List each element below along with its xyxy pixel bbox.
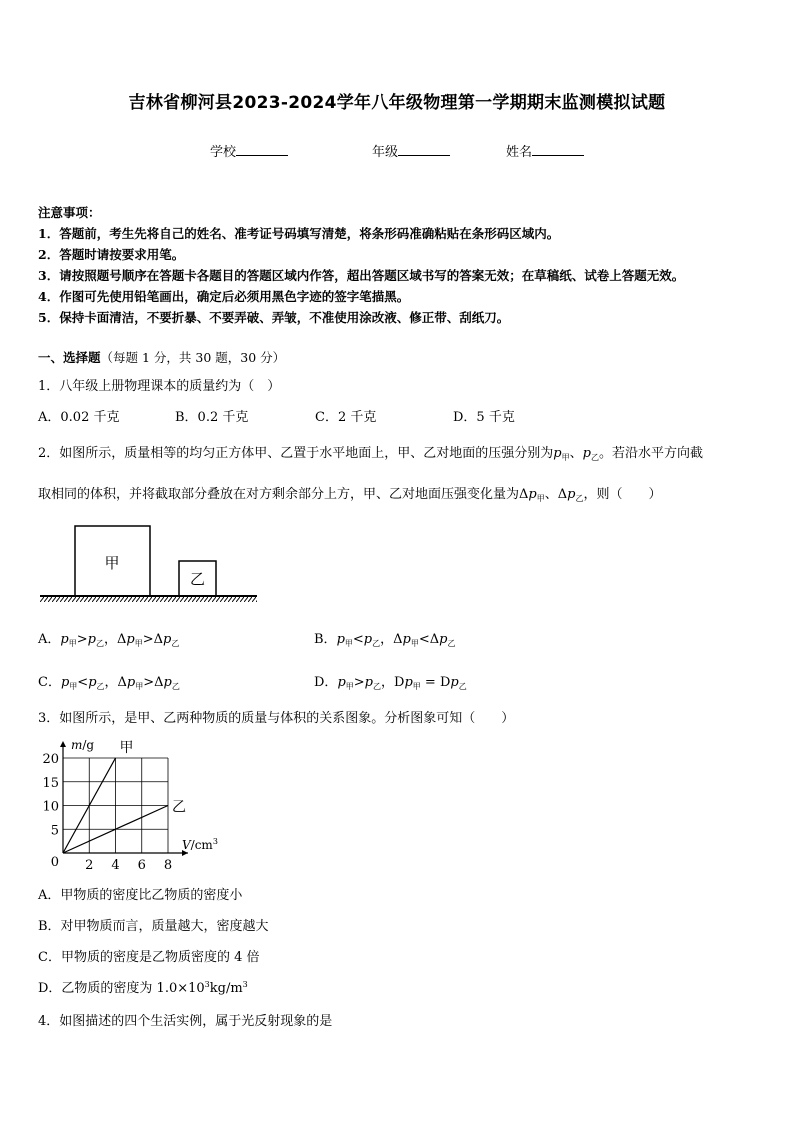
q1-option-d: D．5 千克 (453, 410, 515, 425)
note-item: 1．答题前，考生先将自己的姓名、准考证号码填写清楚，将条形码准确粘贴在条形码区域内。 (38, 226, 560, 241)
option-letter: C． (38, 675, 61, 690)
comma: ， (103, 632, 117, 647)
note-item: 2．答题时请按要求用笔。 (38, 247, 185, 262)
q2-option-c (38, 671, 180, 692)
q1-option-a: A．0.02 千克 (38, 410, 120, 425)
delta: Δ (117, 675, 127, 690)
q2-text: ，则（ ） (583, 487, 662, 502)
p-symbol: p (402, 632, 411, 647)
q2-option-d (314, 671, 467, 692)
p-symbol: p (553, 446, 562, 461)
sub-jia: 甲 (536, 494, 545, 503)
cube-yi-label: 乙 (189, 570, 206, 588)
x-axis-label: $V/cm^3$ (182, 837, 218, 852)
delta: Δ (154, 675, 164, 690)
cube-jia-label: 甲 (104, 554, 120, 572)
q2-option-a (38, 628, 179, 649)
mass-volume-chart (38, 735, 238, 875)
question-2-line-1 (38, 442, 703, 463)
delta: Δ (116, 632, 127, 647)
p-symbol: p (364, 675, 373, 690)
sub-yi: 乙 (590, 453, 599, 462)
delta: Δ (519, 487, 529, 502)
p-symbol: p (439, 632, 448, 647)
sub-jia: 甲 (68, 639, 77, 648)
q3-d-exponent: 3 (204, 980, 210, 989)
p-symbol: p (162, 632, 172, 647)
p-symbol: p (126, 675, 136, 690)
x-tick-label: 4 (111, 858, 120, 873)
p-symbol: p (126, 632, 135, 647)
sub-jia: 甲 (412, 682, 421, 691)
q1-option-c: C．2 千克 (315, 410, 377, 425)
y-tick-label: 20 (42, 752, 59, 767)
q2-figure (40, 522, 260, 606)
sep: 、 (569, 446, 583, 461)
y-axis-arrow (60, 741, 66, 747)
lt: < (352, 632, 364, 647)
q3-option-a: A．甲物质的密度比乙物质的密度小 (38, 888, 243, 903)
lt: < (418, 632, 430, 647)
d-symbol: D (439, 675, 451, 690)
q1-option-b: B．0.2 千克 (175, 410, 249, 425)
p-symbol: p (88, 675, 97, 690)
section-title: 一、选择题 (38, 350, 101, 365)
origin-label: 0 (50, 855, 59, 870)
sub-yi: 乙 (447, 639, 456, 648)
sub-yi: 乙 (171, 639, 180, 648)
q3-d-text: D．乙物质的密度为 1.0×10 (38, 981, 205, 996)
name-field (506, 141, 584, 160)
delta: Δ (429, 632, 440, 647)
eq: = (420, 675, 440, 690)
p-symbol: p (567, 487, 576, 502)
grade-blank (398, 143, 450, 156)
lt: < (77, 675, 89, 690)
sub-yi: 乙 (458, 682, 467, 691)
page-title: 吉林省柳河县2023-2024学年八年级物理第一学期期末监测模拟试题 (128, 93, 666, 113)
p-symbol: p (582, 446, 591, 461)
school-label: 学校 (210, 145, 237, 160)
gt: > (353, 675, 365, 690)
y-tick-label: 10 (42, 799, 59, 815)
sep: 、 (544, 487, 558, 502)
p-symbol: p (163, 675, 172, 690)
series-label-yi: 乙 (172, 799, 186, 816)
q2-text: 取相同的体积，并将截取部分叠放在对方剩余部分上方，甲、乙对地面压强变化量为 (38, 487, 520, 502)
p-symbol: p (363, 632, 373, 647)
comma: ， (381, 675, 395, 690)
sub-yi: 乙 (96, 682, 105, 691)
sub-yi: 乙 (373, 682, 381, 691)
p-symbol: p (528, 487, 537, 502)
q3-option-d (38, 977, 248, 996)
section-heading (38, 348, 285, 366)
gt: > (142, 632, 154, 647)
question-4-stem: 4．如图描述的四个生活实例，属于光反射现象的是 (38, 1014, 333, 1029)
p-symbol: p (450, 675, 459, 690)
q3-d-unit-exponent: 3 (242, 980, 248, 989)
q3-option-b: B．对甲物质而言，质量越大，密度越大 (38, 919, 269, 934)
q3-option-c: C．甲物质的密度是乙物质密度的 4 倍 (38, 950, 260, 965)
note-item: 4．作图可先使用铅笔画出，确定后必须用黑色字迹的签字笔描黑。 (38, 289, 410, 304)
sub-jia: 甲 (345, 682, 354, 691)
notes-title: 注意事项： (38, 205, 101, 220)
option-letter: B． (314, 632, 337, 647)
p-symbol: p (404, 675, 413, 690)
p-symbol: p (60, 632, 69, 647)
delta: Δ (153, 632, 163, 647)
p-symbol: p (60, 675, 70, 690)
x-tick-label: 6 (137, 858, 146, 873)
name-blank (532, 143, 584, 156)
y-axis-label: m/g (71, 738, 95, 752)
y-tick-label: 15 (42, 775, 59, 791)
question-2-line-2 (38, 483, 661, 504)
p-symbol: p (336, 632, 345, 647)
grade-label: 年级 (372, 145, 399, 160)
p-symbol: p (87, 632, 96, 647)
sub-jia: 甲 (69, 682, 78, 691)
school-field (210, 141, 288, 160)
x-tick-label: 8 (163, 858, 173, 873)
sub-yi: 乙 (372, 639, 381, 648)
note-item: 3．请按照题号顺序在答题卡各题目的答题区域内作答，超出答题区域书写的答案无效；在草稿纸、试卷上答题无效。 (38, 268, 685, 283)
sub-yi: 乙 (171, 682, 180, 691)
sub-yi: 乙 (575, 494, 584, 503)
series-label-jia: 甲 (119, 740, 134, 756)
question-3-stem: 3．如图所示，是甲、乙两种物质的质量与体积的关系图象。分析图象可知（ ） (38, 711, 515, 726)
p-symbol: p (337, 675, 346, 690)
school-blank (236, 143, 288, 156)
note-item: 5．保持卡面清洁，不要折暴、不要弄破、弄皱，不准使用涂改液、修正带、刮纸刀。 (38, 310, 510, 325)
grade-field (372, 141, 450, 160)
q2-option-b (314, 628, 455, 649)
d-symbol: D (394, 675, 405, 690)
q3-d-unit: kg/m (209, 981, 243, 996)
option-letter: A． (38, 632, 61, 647)
sub-jia: 甲 (344, 639, 353, 648)
sub-jia: 甲 (561, 453, 570, 462)
q2-text: 2．如图所示，质量相等的均匀正方体甲、乙置于水平地面上，甲、乙对地面的压强分别为 (38, 446, 554, 461)
sub-yi: 乙 (95, 639, 104, 648)
comma: ， (104, 675, 118, 690)
comma: ， (380, 632, 394, 647)
y-tick-label: 5 (50, 823, 59, 839)
option-letter: D． (314, 675, 338, 690)
gt: > (76, 632, 88, 647)
ground-hatch (40, 597, 257, 602)
sub-jia: 甲 (135, 682, 144, 691)
name-label: 姓名 (506, 145, 533, 160)
question-1-stem: 1．八年级上册物理课本的质量约为（ ） (38, 379, 281, 394)
q2-text: 。若沿水平方向截 (598, 446, 703, 461)
gt: > (143, 675, 155, 690)
sub-jia: 甲 (410, 639, 419, 648)
delta: Δ (557, 487, 568, 502)
section-detail: （每题 1 分，共 30 题，30 分） (100, 350, 286, 365)
sub-jia: 甲 (134, 639, 143, 648)
delta: Δ (393, 632, 403, 647)
x-tick-label: 2 (85, 858, 94, 873)
